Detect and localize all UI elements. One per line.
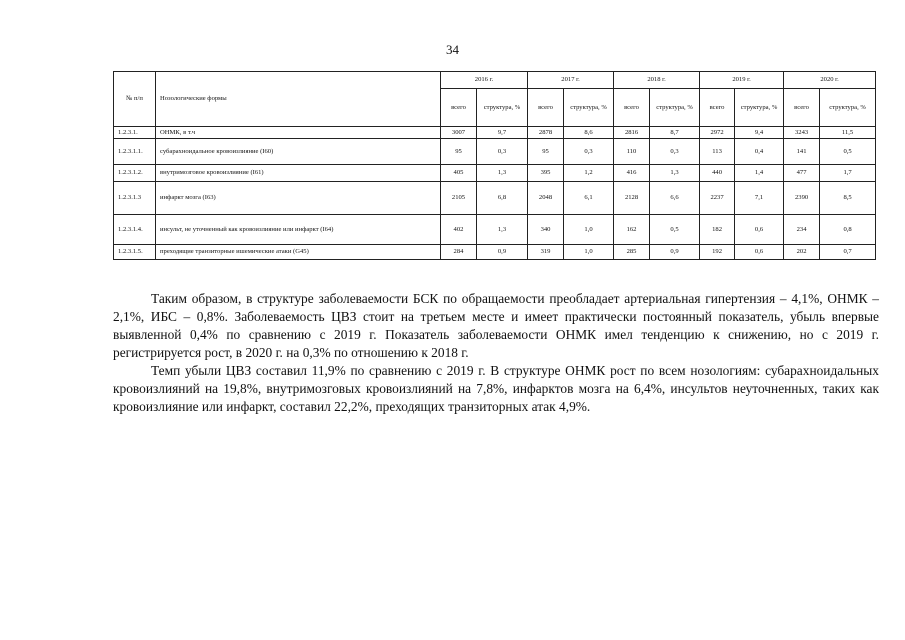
cell-structure: 8,7	[650, 127, 700, 139]
cell-structure: 0,3	[650, 139, 700, 165]
cell-total: 202	[784, 245, 820, 260]
cell-total: 110	[614, 139, 650, 165]
cell-structure: 6,1	[564, 182, 614, 215]
row-name: инфаркт мозга (I63)	[156, 182, 441, 215]
table-row	[114, 215, 876, 245]
cell-structure: 9,7	[477, 127, 528, 139]
cell-structure: 0,3	[477, 139, 528, 165]
cell-total: 2048	[528, 182, 564, 215]
cell-total: 340	[528, 215, 564, 245]
row-code: 1.2.3.1.2.	[114, 165, 156, 182]
table-row	[114, 139, 876, 165]
cell-structure: 1,0	[564, 245, 614, 260]
cell-total: 405	[441, 165, 477, 182]
year-header: 2020 г.	[784, 72, 876, 89]
cell-total: 284	[441, 245, 477, 260]
paragraph-summary: Таким образом, в структуре заболеваемости БСК по обращаемости преобладает артериальная гипертензия – 4,1%, ОНМК – 2,1%, ИБС – 0,8%. Заболеваемость ЦВЗ стоит на третьем месте и имеет практически постоянный показатель, убыль впервые выявленной 0,4% по сравнению с 2019 г. Показатель заболеваемости ОНМК имел тенденцию к снижению, но с 2019 г. регистрируется рост, в 2020 г. на 0,3% по отношению к 2018 г.	[113, 291, 879, 360]
table-row	[114, 182, 876, 215]
table-row	[114, 127, 876, 139]
row-name: инсульт, не уточненный как кровоизлияние или инфаркт (I64)	[156, 215, 441, 245]
table-row	[114, 245, 876, 260]
cell-total: 2816	[614, 127, 650, 139]
year-header: 2017 г.	[528, 72, 614, 89]
cell-structure: 6,6	[650, 182, 700, 215]
cell-total: 3243	[784, 127, 820, 139]
row-code: 1.2.3.1.5.	[114, 245, 156, 260]
table-row	[114, 165, 876, 182]
cell-total: 477	[784, 165, 820, 182]
cell-structure: 8,6	[564, 127, 614, 139]
subheader-total: всего	[441, 89, 477, 127]
cell-total: 402	[441, 215, 477, 245]
cell-structure: 9,4	[735, 127, 784, 139]
col-name-header: Нозологические формы	[156, 72, 441, 127]
paragraph-dynamics: Темп убыли ЦВЗ составил 11,9% по сравнению с 2019 г. В структуре ОНМК рост по всем нозологиям: субарахноидальных кровоизлияний на 19,8%, внутримозговых кровоизлияний на 7,8%, инфарктов мозга на 6,4%, инсультов неуточненных, таких как кровоизлияние или инфаркт, составил 22,2%, преходящих транзиторных атак 4,9%.	[113, 363, 879, 414]
cell-structure: 0,9	[650, 245, 700, 260]
cell-total: 141	[784, 139, 820, 165]
row-code: 1.2.3.1.	[114, 127, 156, 139]
row-code: 1.2.3.1.3	[114, 182, 156, 215]
cell-structure: 0,4	[735, 139, 784, 165]
cell-structure: 1,3	[477, 165, 528, 182]
cell-total: 2390	[784, 182, 820, 215]
cell-structure: 0,3	[564, 139, 614, 165]
cell-structure: 1,2	[564, 165, 614, 182]
cell-total: 319	[528, 245, 564, 260]
cell-structure: 1,7	[820, 165, 876, 182]
cell-structure: 1,3	[650, 165, 700, 182]
cell-total: 234	[784, 215, 820, 245]
subheader-total: всего	[614, 89, 650, 127]
cell-structure: 0,6	[735, 245, 784, 260]
cell-total: 192	[700, 245, 735, 260]
cell-total: 2128	[614, 182, 650, 215]
cell-total: 113	[700, 139, 735, 165]
row-code: 1.2.3.1.1.	[114, 139, 156, 165]
subheader-structure: структура, %	[735, 89, 784, 127]
cell-structure: 7,1	[735, 182, 784, 215]
cell-structure: 0,7	[820, 245, 876, 260]
cell-structure: 11,5	[820, 127, 876, 139]
cell-structure: 0,8	[820, 215, 876, 245]
row-name: субарахноидальное кровоизлияние (I60)	[156, 139, 441, 165]
row-name: ОНМК, в т.ч	[156, 127, 441, 139]
cell-structure: 1,3	[477, 215, 528, 245]
subheader-structure: структура, %	[650, 89, 700, 127]
cell-structure: 0,6	[735, 215, 784, 245]
cell-structure: 0,5	[820, 139, 876, 165]
year-header: 2018 г.	[614, 72, 700, 89]
cell-total: 2878	[528, 127, 564, 139]
subheader-structure: структура, %	[477, 89, 528, 127]
cell-structure: 0,9	[477, 245, 528, 260]
cell-total: 95	[441, 139, 477, 165]
cell-structure: 6,8	[477, 182, 528, 215]
cell-total: 440	[700, 165, 735, 182]
page-number: 34	[446, 42, 459, 57]
subheader-structure: структура, %	[564, 89, 614, 127]
cell-total: 182	[700, 215, 735, 245]
row-name: преходящие транзиторные ишемические атаки (G45)	[156, 245, 441, 260]
cell-structure: 1,4	[735, 165, 784, 182]
cell-total: 2105	[441, 182, 477, 215]
cell-total: 3007	[441, 127, 477, 139]
cell-total: 2237	[700, 182, 735, 215]
cell-structure: 0,5	[650, 215, 700, 245]
row-name: внутримозговое кровоизлияние (I61)	[156, 165, 441, 182]
cell-total: 2972	[700, 127, 735, 139]
cell-structure: 8,5	[820, 182, 876, 215]
subheader-total: всего	[700, 89, 735, 127]
row-code: 1.2.3.1.4.	[114, 215, 156, 245]
col-num-header: № п/п	[114, 72, 156, 127]
year-header: 2016 г.	[441, 72, 528, 89]
cell-total: 395	[528, 165, 564, 182]
cell-total: 162	[614, 215, 650, 245]
subheader-total: всего	[784, 89, 820, 127]
subheader-total: всего	[528, 89, 564, 127]
cell-structure: 1,0	[564, 215, 614, 245]
morbidity-table	[113, 71, 876, 260]
cell-total: 95	[528, 139, 564, 165]
year-header: 2019 г.	[700, 72, 784, 89]
cell-total: 416	[614, 165, 650, 182]
subheader-structure: структура, %	[820, 89, 876, 127]
cell-total: 285	[614, 245, 650, 260]
